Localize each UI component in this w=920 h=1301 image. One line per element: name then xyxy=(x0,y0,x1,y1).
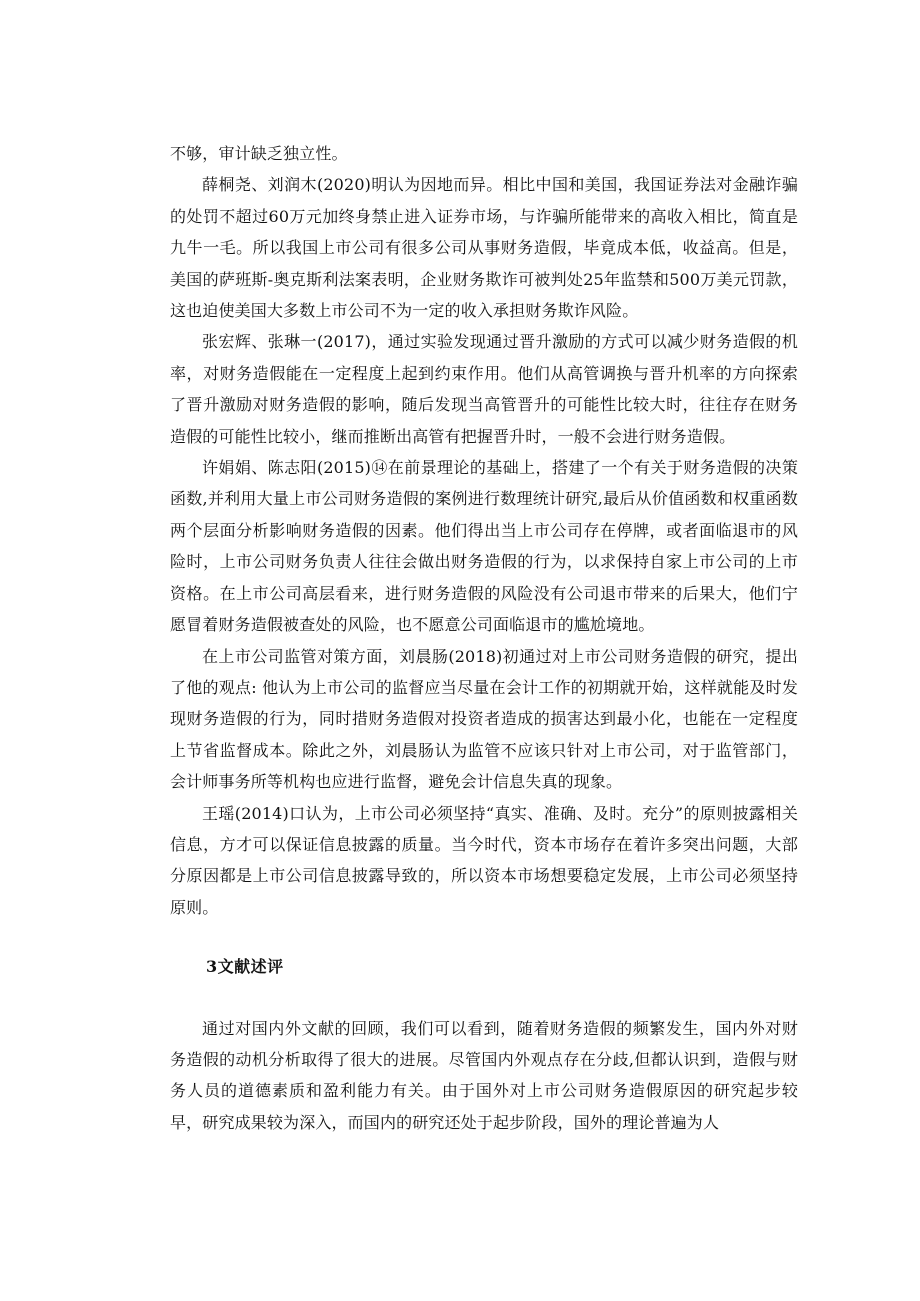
paragraph-liu-supervision: 在上市公司监管对策方面，刘晨肠(2018)初通过对上市公司财务造假的研究，提出了他的观点: 他认为上市公司的监督应当尽量在会计工作的初期就开始，这样就能及时发现财务造假的行为，同时措财务造假对投资者造成的损害达到最小化，也能在一定程度上节省监督成本。除此之外，刘晨肠认为监管不应该只针对上市公司，对于监管部门，会计师事务所等机构也应进行监督，避免会计信息失真的现象。 xyxy=(170,646,798,792)
document-body xyxy=(170,138,798,1138)
paragraph-literature-review: 通过对国内外文献的回顾，我们可以看到，随着财务造假的频繁发生，国内外对财务造假的动机分析取得了很大的进展。尽管国内外观点存在分歧,但都认识到，造假与财务人员的道德素质和盈利能力有关。由于国外对上市公司财务造假原因的研究起步较早，研究成果较为深入，而国内的研究还处于起步阶段，国外的理论普遍为人 xyxy=(170,1018,798,1132)
paragraph-wang-yao: 王瑶(2014)口认为，上市公司必须坚持“真实、准确、及时。充分”的原则披露相关信息，方才可以保证信息披露的质量。当今时代，资本市场存在着许多突出问题，大部分原因都是上市公司信息披露导致的，所以资本市场想要稳定发展，上市公司必须坚持原则。 xyxy=(170,803,798,917)
section-heading: 3文献述评 xyxy=(206,957,284,977)
paragraph-zhang-zhang: 张宏辉、张琳一(2017)，通过实验发现通过晋升激励的方式可以减少财务造假的机率，对财务造假能在一定程度上起到约束作用。他们从高管调换与晋升机率的方向探索了晋升激励对财务造假的影响，随后发现当高管晋升的可能性比较大时，往往存在财务造假的可能性比较小，继而推断出高管有把握晋升时，一般不会进行财务造假。 xyxy=(170,332,798,446)
paragraph-xue-liu: 薛桐尧、刘润木(2020)明认为因地而异。相比中国和美国，我国证券法对金融诈骗的处罚不超过60万元加终身禁止进入证券市场，与诈骗所能带来的高收入相比，简直是九牛一毛。所以我国上市公司有很多公司从事财务造假，毕竟成本低，收益高。但是，美国的萨班斯-奥克斯利法案表明，企业财务欺诈可被判处25年监禁和500万美元罚款，这也迫使美国大多数上市公司不为一定的收入承担财务欺诈风险。 xyxy=(170,175,798,321)
paragraph-xu-chen: 许娟娟、陈志阳(2015)⑭在前景理论的基础上，搭建了一个有关于财务造假的决策函数,并利用大量上市公司财务造假的案例进行数理统计研究,最后从价值函数和权重函数两个层面分析影响财务造假的因素。他们得出当上市公司存在停牌，或者面临退市的风险时，上市公司财务负责人往往会做出财务造假的行为，以求保持自家上市公司的上市资格。在上市公司高层看来，进行财务造假的风险没有公司退市带来的后果大，他们宁愿冒着财务造假被查处的风险，也不愿意公司面临退市的尴尬境地。 xyxy=(170,458,798,635)
paragraph-continuation: 不够，审计缺乏独立性。 xyxy=(170,144,348,163)
